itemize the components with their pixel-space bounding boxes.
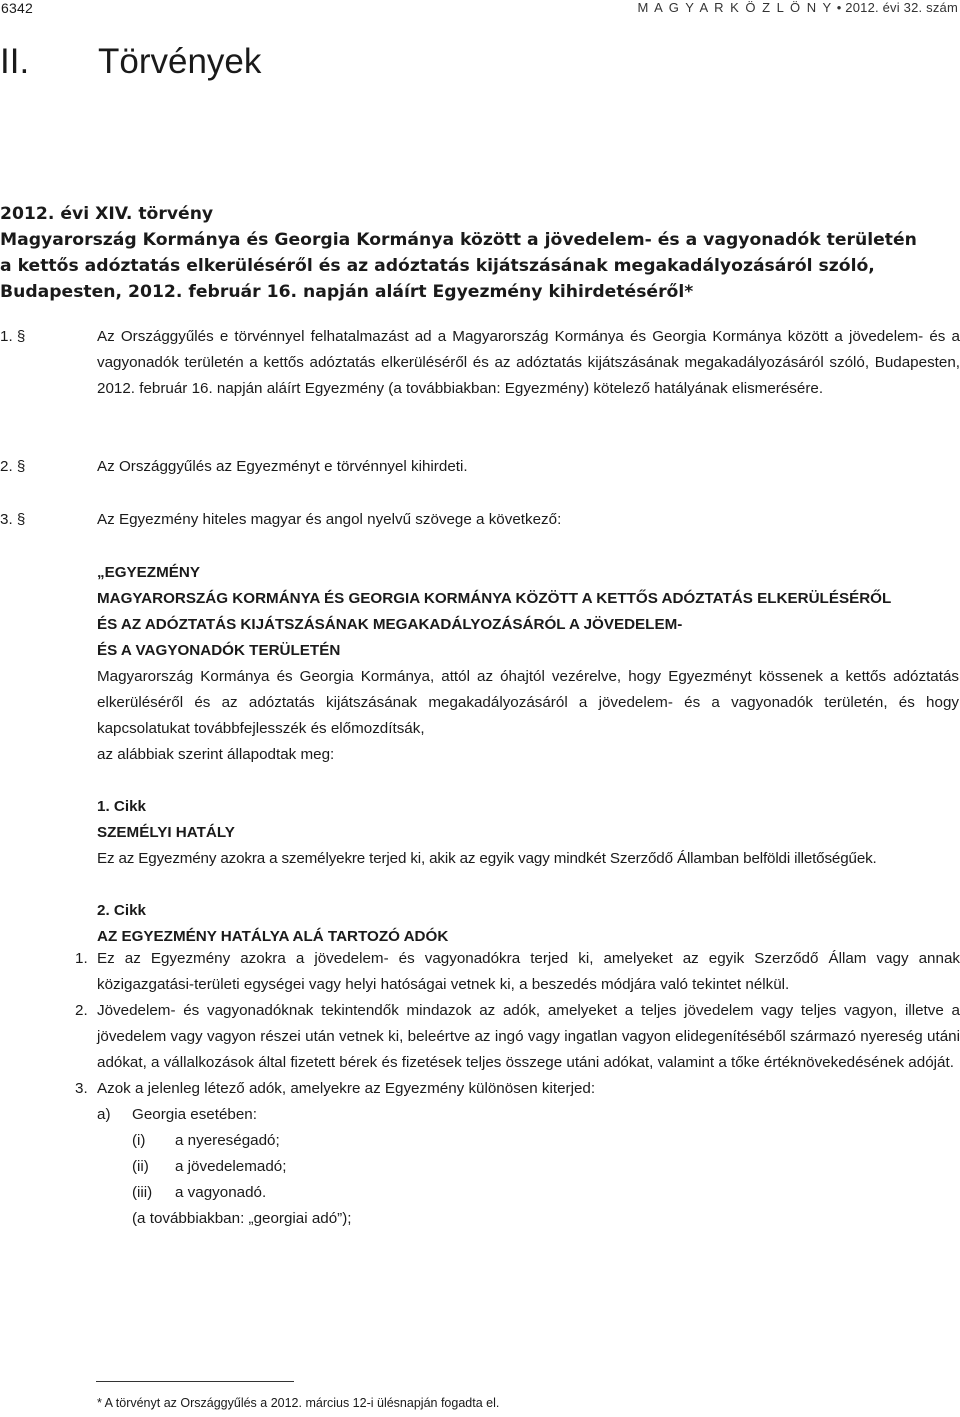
journal-title: M A G Y A R K Ö Z L Ö N Y — [637, 0, 833, 15]
sub-sub-item — [0, 1180, 960, 1206]
list-item — [0, 946, 960, 998]
sub-sub-item-text: a vagyonadó. — [175, 1184, 267, 1201]
agreement-heading: ÉS A VAGYONADÓK TERÜLETÉN — [97, 642, 341, 659]
item-text: Jövedelem- és vagyonadóknak tekintendők mindazok az adók, amelyeket a teljes jövedelem vagy teljes vagyon, illetve a jövedelem vagy vagyon részei után vetnek ki, beleértve az ingó vagy ingatlan vagyon elidegenítéséből származó nyereség utáni adókat, a vállalkozások által fizetett bérek és fizetések teljes összege utáni adókat, valamint a tőke értéknövekedésének adóját. — [97, 1002, 960, 1071]
sub-sub-item-text: a nyereségadó; — [175, 1132, 280, 1149]
section-1 — [0, 324, 960, 402]
article-number: 2. Cikk — [97, 902, 146, 919]
section-number: 2. § — [0, 458, 26, 475]
sub-sub-item-label: (iii) — [132, 1184, 153, 1201]
agreement-heading: MAGYARORSZÁG KORMÁNYA ÉS GEORGIA KORMÁNYA KÖZÖTT A KETTŐS ADÓZTATÁS ELKERÜLÉSÉRŐL — [97, 590, 892, 607]
article-number: 1. Cikk — [97, 798, 146, 815]
item-text: Ez az Egyezmény azokra a jövedelem- és vagyonadókra terjed ki, amelyeket az egyik Szerződő Állam vagy annak közigazgatási-területi egységei vagy helyi hatóságai vetnek ki, a beszedés módjára való tekintet nélkül. — [97, 950, 960, 993]
article-2-items — [0, 946, 960, 1232]
law-title-line: 2012. évi XIV. törvény — [0, 204, 214, 224]
sub-sub-item-label: (ii) — [132, 1158, 149, 1175]
chapter-number: II. — [0, 42, 30, 81]
page-number: 6342 — [1, 0, 33, 16]
footnote-divider — [96, 1381, 294, 1382]
law-title-line: Budapesten, 2012. február 16. napján aláírt Egyezmény kihirdetéséről* — [0, 282, 694, 302]
article-title: AZ EGYEZMÉNY HATÁLYA ALÁ TARTOZÓ ADÓK — [97, 928, 449, 945]
section-text: Az Országgyűlés az Egyezményt e törvénnyel kihirdeti. — [97, 458, 468, 475]
section-2 — [0, 454, 960, 480]
item-number: 3. — [75, 1080, 88, 1097]
item-number: 1. — [75, 950, 88, 967]
law-title-line: Magyarország Kormánya és Georgia Kormánya között a jövedelem- és a vagyonadók területén — [0, 230, 917, 250]
law-title — [0, 201, 950, 305]
closing-text: (a továbbiakban: „georgiai adó”); — [132, 1210, 352, 1227]
running-header — [637, 0, 958, 15]
issue-label: 2012. évi 32. szám — [845, 0, 958, 15]
sub-sub-item — [0, 1154, 960, 1180]
spacer — [97, 872, 959, 898]
sub-item — [0, 1102, 960, 1128]
list-item — [0, 998, 960, 1076]
sub-sub-item-text: a jövedelemadó; — [175, 1158, 287, 1175]
section-text: Az Egyezmény hiteles magyar és angol nyelvű szövege a következő: — [97, 511, 562, 528]
agreement-text — [97, 560, 959, 950]
agreement-agreed: az alábbiak szerint állapodtak meg: — [97, 746, 335, 763]
agreement-heading: „EGYEZMÉNY — [97, 564, 200, 581]
item-text: Azok a jelenleg létező adók, amelyekre az Egyezmény különösen kiterjed: — [97, 1080, 596, 1097]
section-number: 3. § — [0, 511, 26, 528]
list-item — [0, 1076, 960, 1102]
agreement-preamble: Magyarország Kormánya és Georgia Kormánya, attól az óhajtól vezérelve, hogy Egyezményt kössenek a kettős adóztatás elkerüléséről és az adóztatás kijátszásának megakadályozásáról a jövedelem- és a vagyonadók területén, és hogy kapcsolatukat továbbfejlesszék és előmozdítsák, — [97, 668, 959, 737]
chapter-title: Törvények — [98, 42, 262, 81]
law-title-line: a kettős adóztatás elkerüléséről és az adóztatás kijátszásának megakadályozásáról szóló, — [0, 256, 875, 276]
article-title: SZEMÉLYI HATÁLY — [97, 824, 235, 841]
spacer — [97, 768, 959, 794]
sub-sub-item-label: (i) — [132, 1132, 146, 1149]
section-number: 1. § — [0, 328, 26, 345]
item-number: 2. — [75, 1002, 88, 1019]
agreement-heading: ÉS AZ ADÓZTATÁS KIJÁTSZÁSÁNAK MEGAKADÁLYOZÁSÁRÓL A JÖVEDELEM- — [97, 616, 683, 633]
sub-sub-item — [0, 1128, 960, 1154]
footnote: * A törvényt az Országgyűlés a 2012. március 12-i ülésnapján fogadta el. — [97, 1396, 500, 1410]
bullet-separator: • — [836, 0, 842, 15]
article-text: Ez az Egyezmény azokra a személyekre terjed ki, akik az egyik vagy mindkét Szerződő Államban belföldi illetőségűek. — [97, 850, 877, 867]
sub-item-text: Georgia esetében: — [132, 1106, 257, 1123]
section-3 — [0, 507, 960, 533]
section-text: Az Országgyűlés e törvénnyel felhatalmazást ad a Magyarország Kormánya és Georgia Kormánya között a jövedelem- és a vagyonadók területén a kettős adóztatás elkerüléséről és az adóztatás kijátszásának megakadályozásáról szóló, Budapesten, 2012. február 16. napján aláírt Egyezmény (a továbbiakban: Egyezmény) kötelező hatályának elismerésére. — [97, 328, 960, 397]
sub-item-label: a) — [97, 1106, 111, 1123]
chapter-heading — [0, 42, 261, 82]
